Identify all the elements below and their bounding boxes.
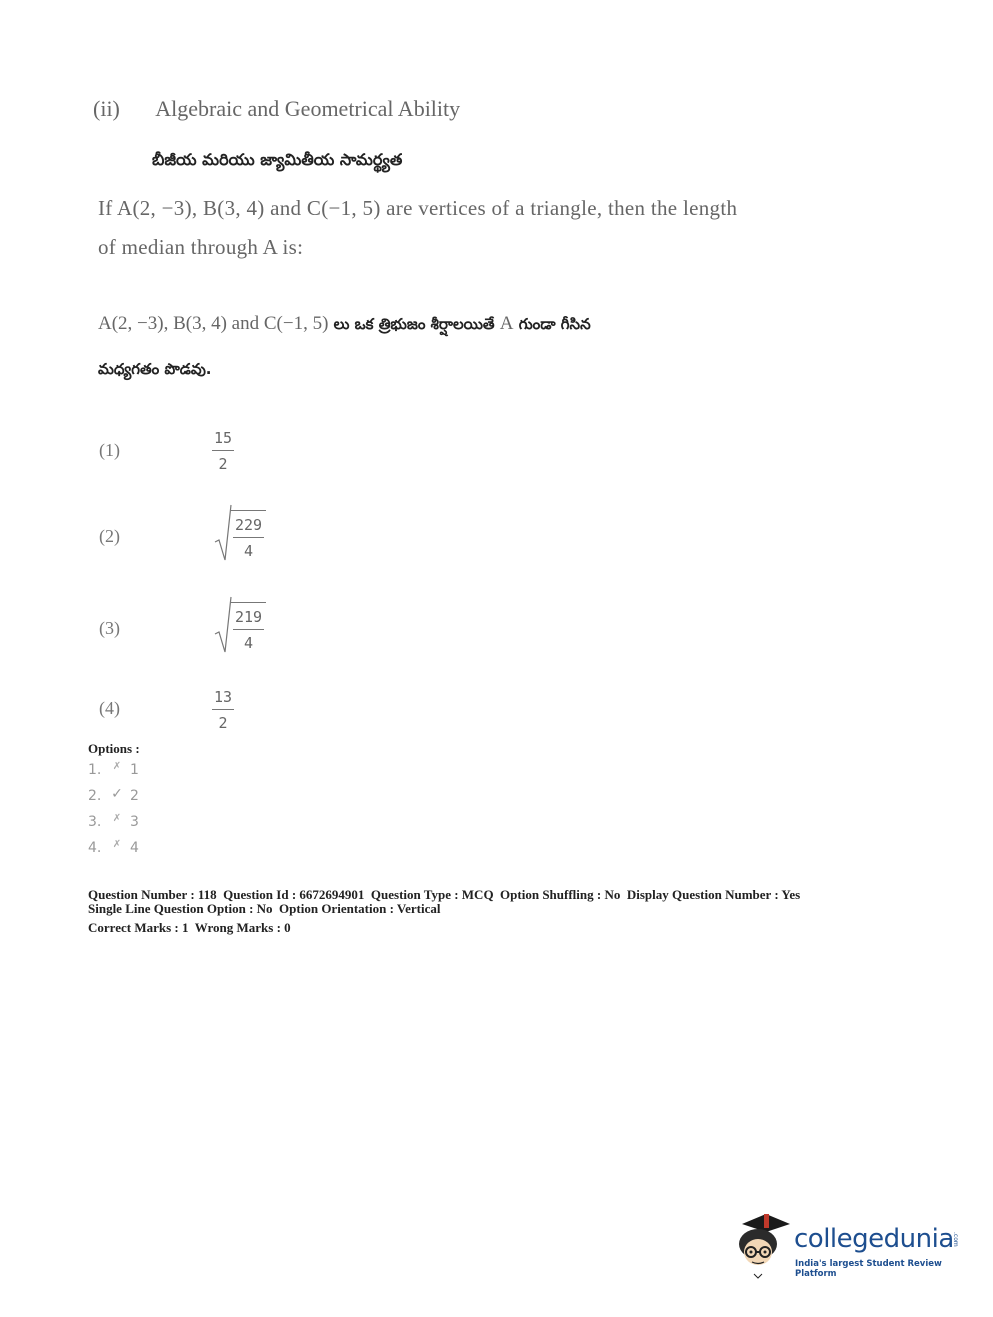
question-telugu-line-1	[98, 313, 591, 337]
question-text-line-1: If A(2, −3), B(3, 4) and C(−1, 5) are vertices of a triangle, then the length	[98, 196, 738, 220]
question-meta-line-2: Single Line Question Option : No Option Orientation : Vertical	[88, 901, 441, 916]
question-text-line-2: of median through A is:	[98, 235, 304, 259]
collegedunia-logo	[736, 1210, 966, 1280]
option-value: 2	[130, 788, 139, 804]
option-value: 3	[130, 814, 139, 830]
section-title-telugu: బీజీయ మరియు జ్యామితీయ సామర్థ్యత	[152, 150, 403, 169]
choice-3-sqrt	[214, 596, 266, 654]
logo-name: collegedunia	[794, 1224, 954, 1254]
cross-icon: ✗	[112, 812, 122, 824]
choice-3-numerator: 219	[233, 608, 264, 630]
option-index: 2.	[88, 788, 102, 804]
question-telugu-mid: లు ఒక త్రిభుజం శీర్షాలయితే	[328, 315, 500, 333]
option-row-3	[88, 814, 139, 830]
choice-2-denominator: 4	[244, 542, 254, 560]
cross-icon: ✗	[112, 760, 122, 772]
cross-icon: ✗	[112, 838, 122, 850]
option-index: 1.	[88, 762, 102, 778]
choice-1-denominator: 2	[218, 455, 228, 473]
question-telugu-suffix: గుండా గీసిన	[513, 315, 591, 333]
radical-sign-icon	[214, 504, 232, 562]
option-value: 4	[130, 840, 139, 856]
section-number: (ii)	[93, 96, 120, 121]
choice-4-fraction	[212, 687, 234, 732]
option-index: 4.	[88, 840, 102, 856]
choice-3-label: (3)	[99, 618, 120, 638]
choice-4-denominator: 2	[218, 714, 228, 732]
option-row-4	[88, 840, 139, 856]
section-title: Algebraic and Geometrical Ability	[155, 96, 461, 121]
choice-2-label: (2)	[99, 526, 120, 546]
question-telugu-line-2: మధ్యగతం పొడవు.	[98, 360, 212, 378]
question-meta-line-1: Question Number : 118 Question Id : 6672694901 Question Type : MCQ Option Shuffling : No Display Question Number : Yes	[88, 887, 801, 902]
choice-3-denominator: 4	[244, 634, 254, 652]
mascot-icon	[736, 1210, 794, 1280]
question-meta-line-3: Correct Marks : 1 Wrong Marks : 0	[88, 920, 291, 935]
choice-1-fraction	[212, 428, 234, 473]
options-header: Options :	[88, 741, 140, 756]
logo-tagline: India's largest Student Review Platform	[795, 1259, 942, 1279]
question-telugu-vertices: A(2, −3), B(3, 4) and C(−1, 5)	[98, 313, 329, 334]
choice-2-numerator: 229	[233, 516, 264, 538]
choice-2-sqrt	[214, 504, 266, 562]
choice-4-label: (4)	[99, 698, 120, 718]
option-value: 1	[130, 762, 139, 778]
question-telugu-var: A	[499, 313, 514, 334]
checkmark-icon: ✓	[111, 786, 123, 802]
option-row-1	[88, 762, 139, 778]
section-heading	[93, 96, 460, 122]
radical-sign-icon	[214, 596, 232, 654]
option-row-2	[88, 788, 139, 804]
choice-1-label: (1)	[99, 440, 120, 460]
option-index: 3.	[88, 814, 102, 830]
logo-suffix: .com	[952, 1232, 959, 1247]
choice-4-numerator: 13	[212, 688, 234, 710]
choice-1-numerator: 15	[212, 429, 234, 451]
